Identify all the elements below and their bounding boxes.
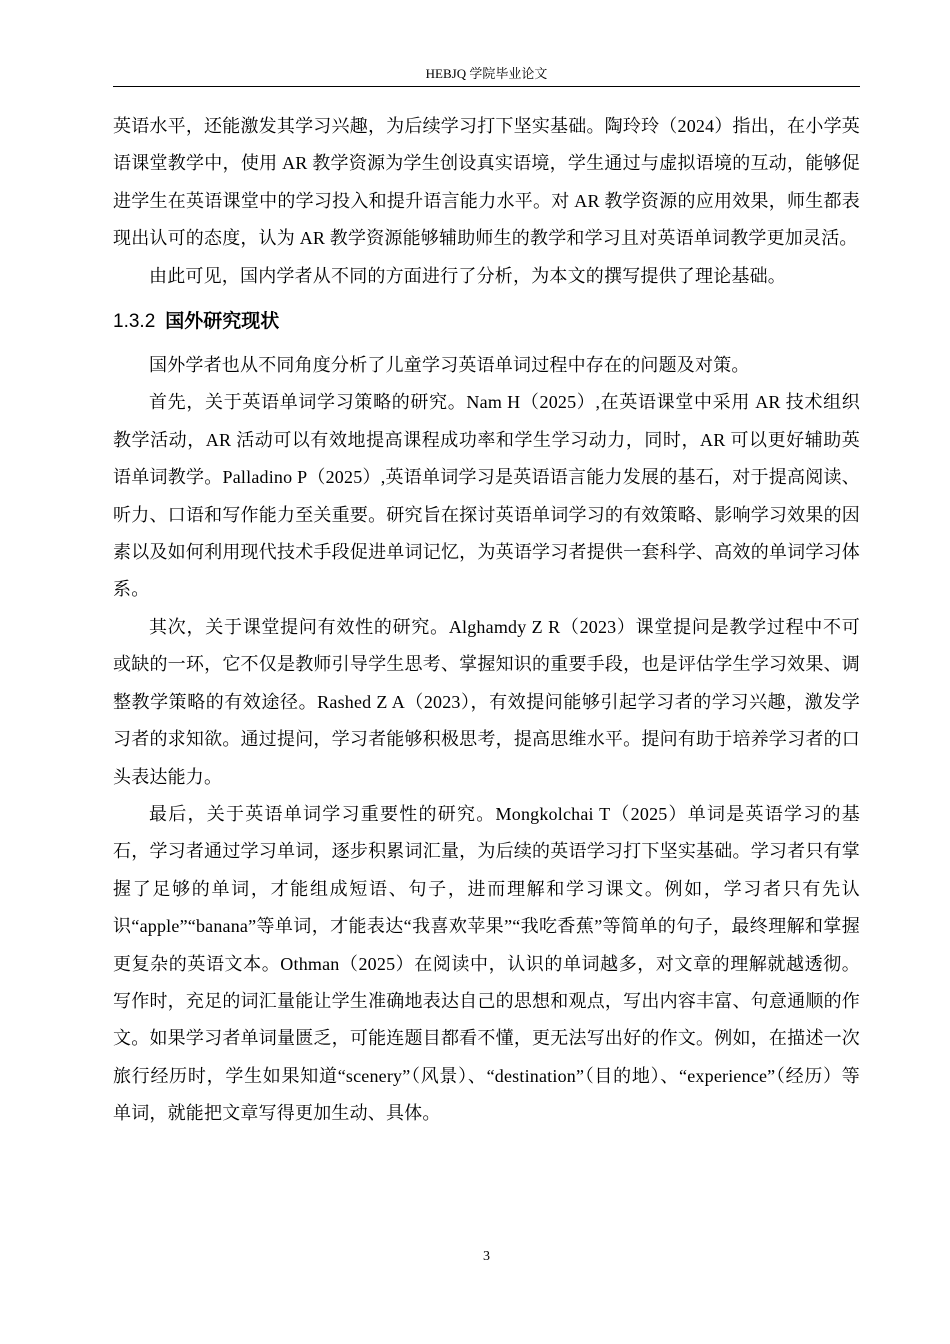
paragraph-continued: 英语水平，还能激发其学习兴趣，为后续学习打下坚实基础。陶玲玲（2024）指出，在小学英语课堂教学中，使用 AR 教学资源为学生创设真实语境，学生通过与虚拟语境的互动，能够促进学生在英语课堂中的学习投入和提升语言能力水平。对 AR 教学资源的应用效果，师生都表现出认可的态度，认为 AR 教学资源能够辅助师生的教学和学习且对英语单词教学更加灵活。 [113,116,860,249]
page-header: HEBJQ 学院毕业论文 [425,66,548,81]
document-body [113,108,860,1133]
paragraph-summary: 由此可见，国内学者从不同的方面进行了分析，为本文的撰写提供了理论基础。 [149,265,786,286]
paragraph-questioning: 其次，关于课堂提问有效性的研究。Alghamdy Z R（2023）课堂提问是教学过程中不可或缺的一环，它不仅是教师引导学生思考、掌握知识的重要手段，也是评估学生学习效果、调整教学策略的有效途径。Rashed Z A（2023），有效提问能够引起学习者的学习兴趣，激发学习者的求知欲。通过提问，学习者能够积极思考，提高思维水平。提问有助于培养学习者的口头表达能力。 [113,616,860,787]
header-divider [113,86,860,87]
paragraph-intro: 国外学者也从不同角度分析了儿童学习英语单词过程中存在的问题及对策。 [149,355,750,376]
page-number: 3 [483,1249,490,1264]
section-heading [113,306,860,337]
section-title: 国外研究现状 [165,310,280,333]
section-number: 1.3.2 [113,311,156,333]
paragraph-importance: 最后，关于英语单词学习重要性的研究。Mongkolchai T（2025）单词是英语学习的基石，学习者通过学习单词，逐步积累词汇量，为后续的英语学习打下坚实基础。学习者只有掌握了足够的单词，才能组成短语、句子，进而理解和学习课文。例如，学习者只有先认识“apple”“banana”等单词，才能表达“我喜欢苹果”“我吃香蕉”等简单的句子，最终理解和掌握更复杂的英语文本。Othman（2025）在阅读中，认识的单词越多，对文章的理解就越透彻。写作时，充足的词汇量能让学生准确地表达自己的思想和观点，写出内容丰富、句意通顺的作文。如果学习者单词量匮乏，可能连题目都看不懂，更无法写出好的作文。例如，在描述一次旅行经历时，学生如果知道“scenery”（风景）、“destination”（目的地）、“experience”（经历）等单词，就能把文章写得更加生动、具体。 [113,803,860,1124]
paragraph-strategy: 首先，关于英语单词学习策略的研究。Nam H（2025）,在英语课堂中采用 AR 技术组织教学活动，AR 活动可以有效地提高课程成功率和学生学习动力，同时，AR 可以更好辅助英语单词教学。Palladino P（2025）,英语单词学习是英语语言能力发展的基石，对于提高阅读、听力、口语和写作能力至关重要。研究旨在探讨英语单词学习的有效策略、影响学习效果的因素以及如何利用现代技术手段促进单词记忆，为英语学习者提供一套科学、高效的单词学习体系。 [113,392,860,600]
